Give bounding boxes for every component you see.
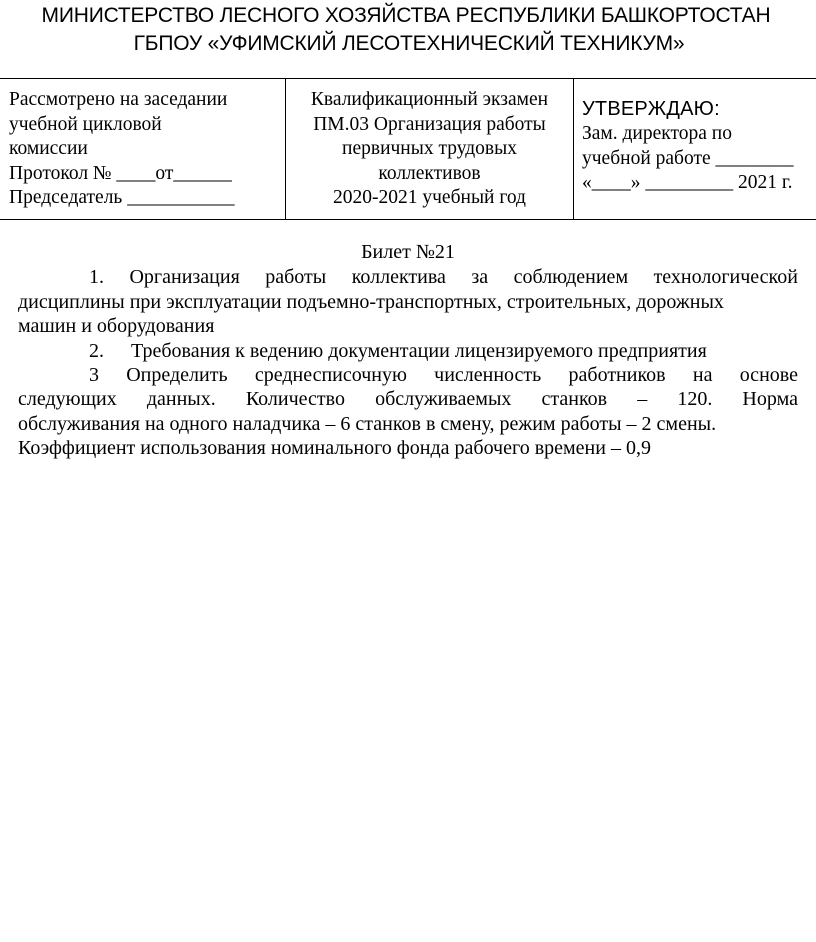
approver-line: Зам. директора по <box>582 123 732 144</box>
chairman-line: Председатель ___________ <box>9 187 235 208</box>
exam-ticket <box>0 240 816 461</box>
question-3-word: 3 <box>89 364 99 387</box>
question-1-word: технологической <box>653 266 798 289</box>
question-2-number: 2. <box>89 339 104 362</box>
approval-table <box>0 78 816 220</box>
question-1-line-2: дисциплины при эксплуатации подъемно-транспортных, строительных, дорожных <box>18 290 724 313</box>
exam-cell <box>286 79 574 219</box>
question-1-word: коллектива <box>351 266 446 289</box>
question-3-word: основе <box>739 364 798 387</box>
question-1-word: за <box>471 266 489 289</box>
commission-cell <box>0 79 286 219</box>
question-3-word: следующих <box>18 388 117 411</box>
exam-line: первичных трудовых <box>342 138 517 159</box>
approval-date-line: «____» _________ 2021 г. <box>582 172 793 193</box>
question-3-word: Количество <box>245 388 345 411</box>
question-2-text: Требования к ведению документации лицензируемого предприятия <box>131 339 707 362</box>
exam-line: Квалификационный экзамен <box>310 89 549 110</box>
question-1-line-1 <box>0 265 798 289</box>
question-3-word: станков <box>541 388 608 411</box>
exam-line: ПМ.03 Организация работы <box>313 113 546 135</box>
question-3-word: численность <box>434 364 542 387</box>
question-3-word: Определить <box>126 364 228 387</box>
question-3-word: работников <box>568 364 666 387</box>
commission-line: комиссии <box>9 138 88 159</box>
question-1-word: работы <box>265 266 327 289</box>
approval-cell <box>574 79 816 219</box>
question-1-number: 1. <box>89 266 104 289</box>
question-3-word: 120. <box>677 388 713 411</box>
question-1-line-3: машин и оборудования <box>18 315 215 338</box>
ticket-title: Билет №21 <box>361 241 455 263</box>
commission-line: учебной цикловой <box>9 113 162 135</box>
question-3-word: на <box>692 364 713 387</box>
document-header <box>0 2 816 58</box>
commission-line: Рассмотрено на заседании <box>9 89 228 110</box>
question-1-word: Организация <box>129 266 240 289</box>
exam-line: коллективов <box>378 162 481 184</box>
question-2 <box>0 339 816 363</box>
academic-year: 2020-2021 учебный год <box>333 187 526 208</box>
institution-name: ГБПОУ «УФИМСКИЙ ЛЕСОТЕХНИЧЕСКИЙ ТЕХНИКУМ» <box>133 32 685 55</box>
question-3-line-1 <box>0 363 798 387</box>
question-3-line-3: обслуживания на одного наладчика – 6 станков в смену, режим работы – 2 смены. <box>18 412 717 435</box>
question-3-word: данных. <box>146 388 216 411</box>
question-1-word: соблюдением <box>513 266 629 289</box>
question-3-word: Норма <box>742 388 798 411</box>
question-3-line-2 <box>0 387 798 411</box>
approver-line: учебной работе ________ <box>582 147 794 169</box>
approve-title: УТВЕРЖДАЮ: <box>582 98 720 120</box>
question-3-line-4: Коэффициент использования номинального фонда рабочего времени – 0,9 <box>18 437 651 460</box>
ministry-name: МИНИСТЕРСТВО ЛЕСНОГО ХОЗЯЙСТВА РЕСПУБЛИКИ БАШКОРТОСТАН <box>41 4 771 27</box>
question-3-word: – <box>637 388 648 411</box>
question-3-word: обслуживаемых <box>375 388 512 411</box>
question-3-word: среднесписочную <box>254 364 407 387</box>
protocol-line: Протокол № ____от______ <box>9 162 232 184</box>
